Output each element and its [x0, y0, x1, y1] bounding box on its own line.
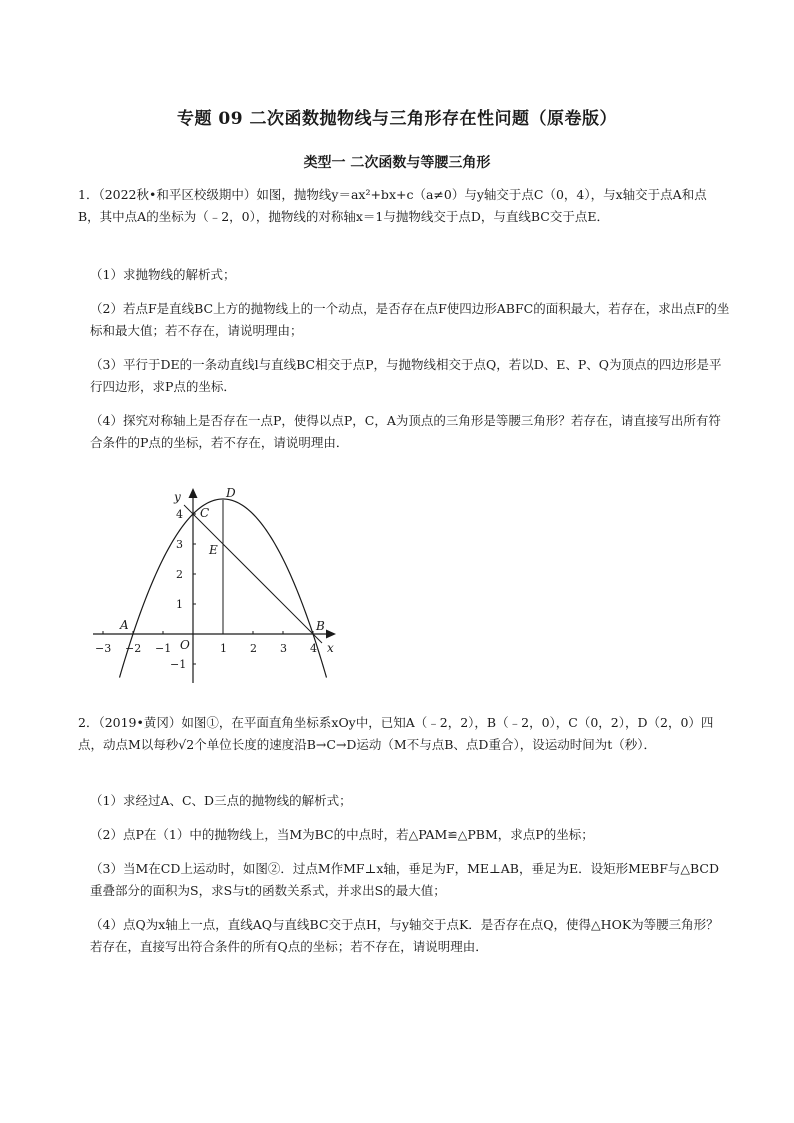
y-tick-label: 1 — [176, 598, 183, 611]
x-tick-label: 4 — [310, 642, 317, 655]
line-bc — [184, 505, 322, 643]
y-tick-label: 3 — [176, 538, 183, 551]
x-tick-label: 1 — [220, 642, 227, 655]
y-tick-label: 2 — [176, 568, 183, 581]
q2-part2: （2）点P在（1）中的抛物线上，当M为BC的中点时，若△PAM≌△PBM，求点P的坐标； — [90, 827, 594, 842]
q1-part2: （2）若点F是直线BC上方的抛物线上的一个动点，是否存在点F使四边形ABFC的面积最大，若存在，求出点F的坐标和最大值；若不存在，请说明理由； — [90, 301, 730, 338]
y-tick-label: −1 — [170, 658, 187, 671]
parabola-figure — [88, 478, 348, 694]
origin-label: O — [180, 638, 190, 652]
y-axis-label: y — [174, 490, 181, 504]
y-tick-label: 4 — [176, 508, 183, 521]
x-tick-label: −2 — [125, 642, 142, 655]
q2-part1: （1）求经过A、C、D三点的抛物线的解析式； — [90, 793, 352, 808]
point-d-label: D — [226, 486, 236, 500]
q2-part4: （4）点Q为x轴上一点，直线AQ与直线BC交于点H，与y轴交于点K．是否存在点Q，使得△HOK为等腰三角形？若存在，直接写出符合条件的所有Q点的坐标；若不存在，请说明理由． — [90, 917, 719, 954]
point-a-label: A — [120, 618, 129, 632]
q1-part1: （1）求抛物线的解析式； — [90, 267, 236, 282]
point-c-label: C — [200, 506, 210, 520]
y-axis-arrow — [189, 488, 198, 498]
q2-part3: （3）当M在CD上运动时，如图②．过点M作MF⊥x轴，垂足为F，ME⊥AB，垂足为E．设矩形MEBF与△BCD重叠部分的面积为S，求S与t的函数关系式，并求出S的最大值； — [90, 861, 720, 898]
q2-stem: 2．（2019•黄冈）如图①，在平面直角坐标系xOy中，已知A（﹣2，2），B（﹣2，0），C（0，2），D（2，0）四点，动点M以每秒√2个单位长度的速度沿B→C→D运动（M不与点B、点D重合），设运动时间为t（秒）． — [78, 715, 714, 752]
point-e-label: E — [209, 543, 218, 557]
x-axis-label: x — [327, 641, 334, 655]
q1-part4: （4）探究对称轴上是否存在一点P，使得以点P，C，A为顶点的三角形是等腰三角形？若存在，请直接写出所有符合条件的P点的坐标，若不存在，请说明理由． — [90, 413, 721, 450]
q1-stem: 1．（2022秋•和平区校级期中）如图，抛物线y＝ax²+bx+c（a≠0）与y轴交于点C（0，4），与x轴交于点A和点B，其中点A的坐标为（﹣2，0），抛物线的对称轴x＝1与抛物线交于点D，与直线BC交于点E． — [78, 187, 707, 224]
page-title: 专题 09 二次函数抛物线与三角形存在性问题（原卷版） — [177, 109, 617, 129]
x-axis-arrow — [326, 630, 336, 639]
x-tick-label: 2 — [250, 642, 257, 655]
x-tick-label: 3 — [280, 642, 287, 655]
x-tick-label: −3 — [95, 642, 112, 655]
q1-part3: （3）平行于DE的一条动直线l与直线BC相交于点P，与抛物线相交于点Q，若以D、E、P、Q为顶点的四边形是平行四边形，求P点的坐标． — [90, 357, 722, 394]
parabola-graph — [88, 478, 348, 690]
x-tick-label: −1 — [155, 642, 172, 655]
point-b-label: B — [316, 619, 325, 633]
section-subtitle: 类型一 二次函数与等腰三角形 — [303, 155, 491, 171]
